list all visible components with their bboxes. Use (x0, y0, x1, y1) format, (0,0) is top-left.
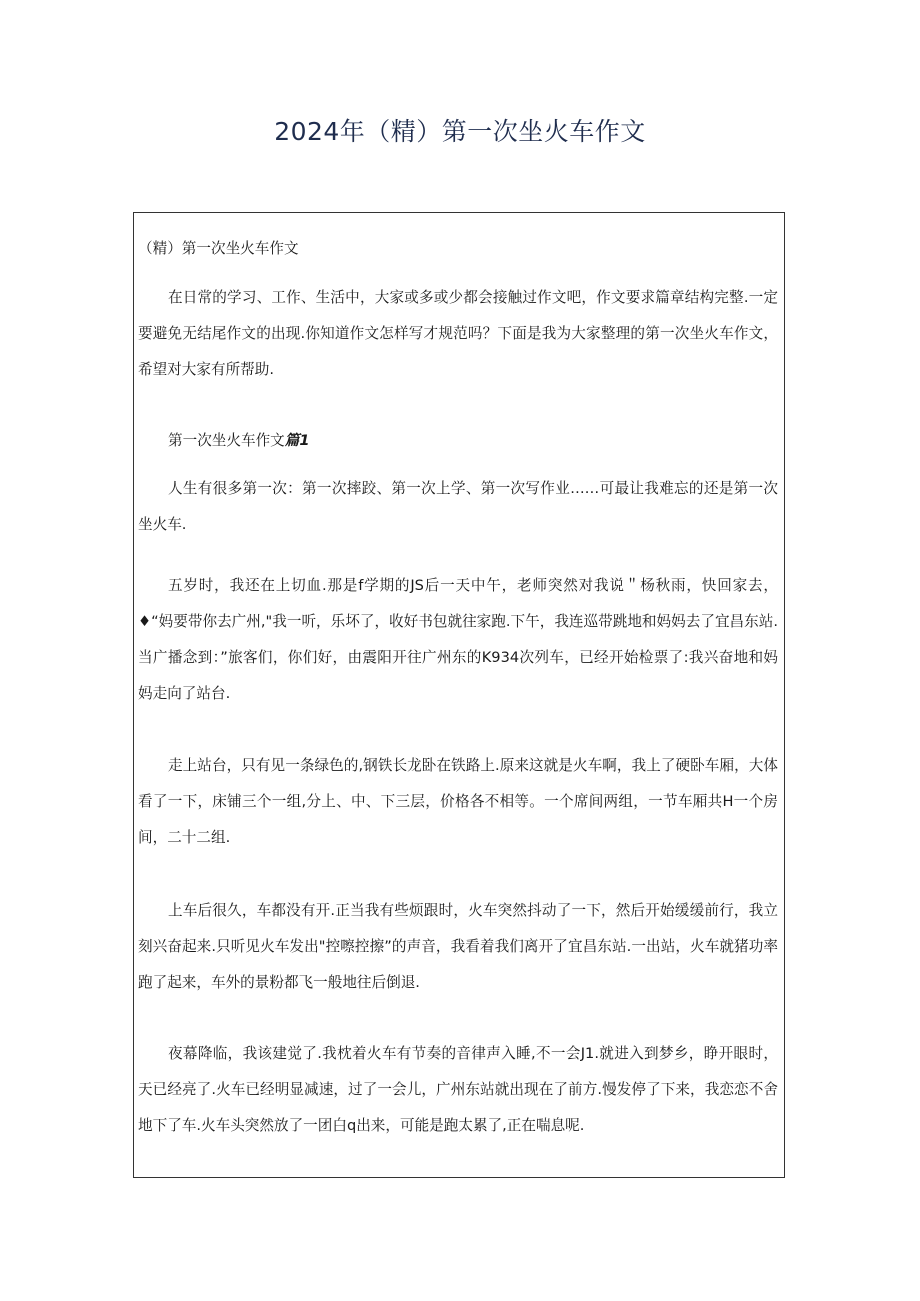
body-paragraph: 走上站台，只有见一条绿色的,钢铁长龙卧在铁路上.原来这就是火车啊，我上了硬卧车厢，大体看了一下，床铺三个一组,分上、中、下三层，价格各不相等。一个席间两组，一节车厢共H一个房间，二十二组. (138, 757, 778, 846)
subtitle: （精）第一次坐火车作文 (138, 240, 299, 257)
body-paragraph: 上车后很久，车都没有开.正当我有些烦跟时，火车突然抖动了一下，然后开始缓缓前行，我立刻兴奋起来.只听见火车发出"控嚓控擦”的声音，我看着我们离开了宜昌东站.一出站，火车就猪功率跑了起来，车外的景粉都飞一般地往后倒退. (138, 902, 778, 991)
body-paragraph: 夜幕降临，我该建觉了.我枕着火车有节奏的音律声入睡,不一会J1.就进入到梦乡，睁开眼时，天已经亮了.火车已经明显减速，过了一会儿，广州东站就出现在了前方.慢发停了下来，我恋恋不舍地下了车.火车头突然放了一团白q出来，可能是跑太累了,正在喘息呢. (138, 1045, 778, 1134)
section-heading-text: 第一次坐火车作文 (168, 432, 285, 449)
page-title: 2024年（精）第一次坐火车作文 (274, 117, 646, 146)
intro-paragraph: 在日常的学习、工作、生活中，大家或多或少都会接触过作文吧，作文要求篇章结构完整.一定要避免无结尾作文的出现.你知道作文怎样写才规范吗？下面是我为大家整理的第一次坐火车作文，希望对大家有所帮助. (138, 289, 778, 378)
content-box (133, 212, 785, 1178)
body-paragraph: 人生有很多第一次：第一次摔跤、第一次上学、第一次写作业……可最让我难忘的还是第一次坐火车. (138, 480, 778, 533)
section-heading-suffix: 篇1 (284, 432, 310, 449)
section-heading (134, 423, 786, 459)
body-paragraph: 五岁时，我还在上切血.那是f学期的JS后一天中午，老师突然对我说＂杨秋雨，快回家去，♦“妈要带你去广州,"我一听，乐坏了，收好书包就往家跑.下午，我连巡带跳地和妈妈去了宜昌东站.当广播念到：”旅客们，你们好，由震阳开往广州东的K934次列车，已经开始检票了:我兴奋地和妈妈走向了站台. (138, 577, 778, 702)
